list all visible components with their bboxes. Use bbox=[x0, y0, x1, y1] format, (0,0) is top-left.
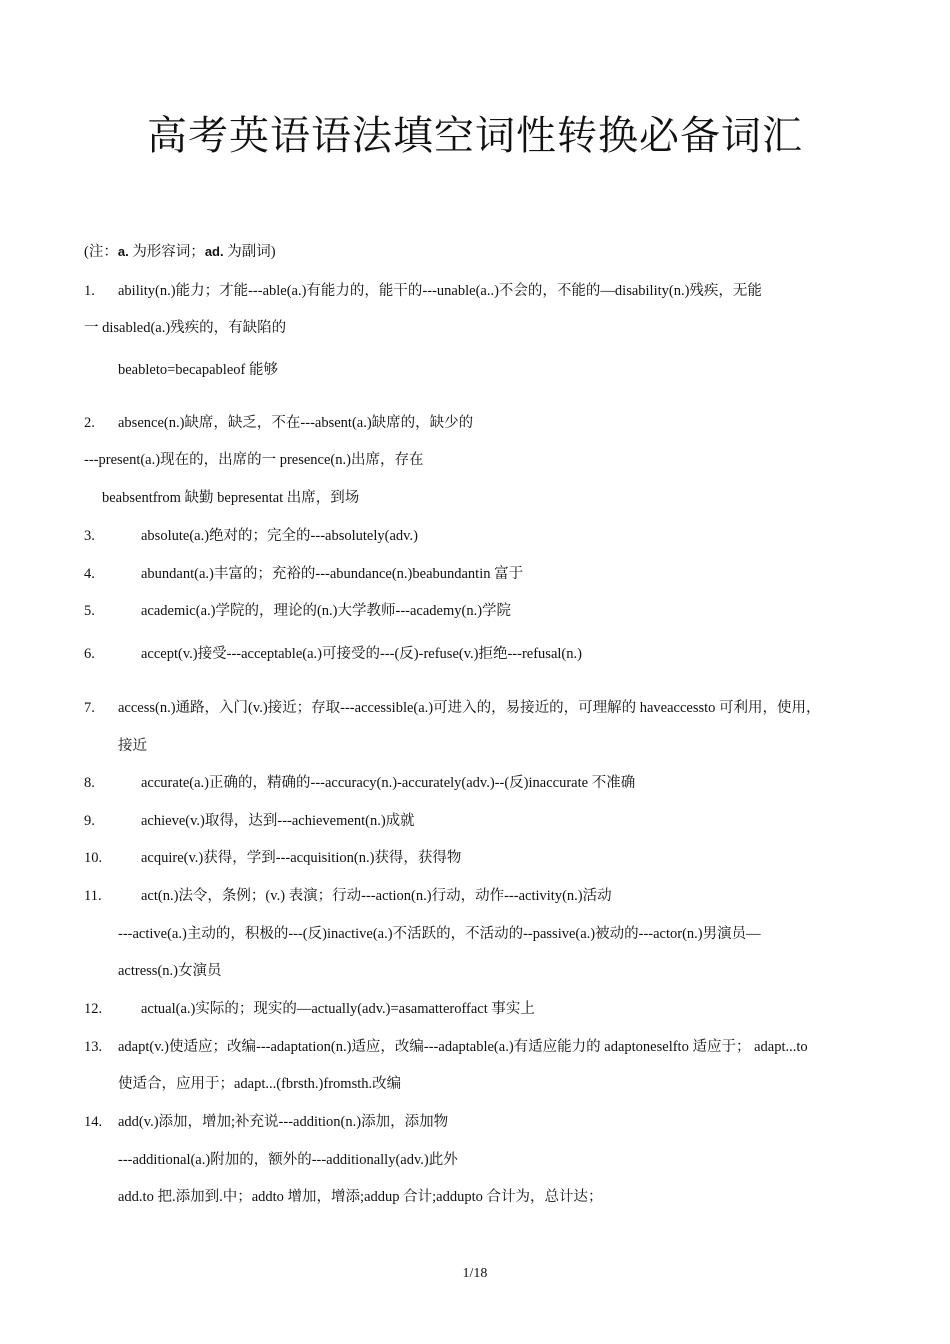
entry-number: 11. bbox=[84, 888, 102, 904]
entry-number: 14. bbox=[84, 1114, 103, 1130]
entry-text: add(v.)添加，增加;补充说---addition(n.)添加，添加物 bbox=[118, 1114, 449, 1130]
entry-text: accept(v.)接受---acceptable(a.)可接受的---(反)-refuse(v.)拒绝---refusal(n.) bbox=[141, 646, 582, 662]
entry-number: 9. bbox=[84, 813, 95, 829]
entry-text: beableto=becapableof 能够 bbox=[118, 362, 278, 378]
entry-text: acquire(v.)获得，学到---acquisition(n.)获得，获得物 bbox=[141, 850, 462, 866]
entry-text: actress(n.)女演员 bbox=[118, 963, 222, 979]
page-number: 1/18 bbox=[462, 1266, 488, 1281]
entry-number: 3. bbox=[84, 528, 95, 544]
note-open: (注： bbox=[84, 244, 118, 260]
entry-text: actual(a.)实际的；现实的—actually(adv.)=asamatteroffact 事实上 bbox=[141, 1001, 535, 1017]
entry-number: 8. bbox=[84, 775, 95, 791]
entry-text: absolute(a.)绝对的；完全的---absolutely(adv.) bbox=[141, 528, 418, 544]
entry-text: beabsentfrom 缺勤 bepresentat 出席，到场 bbox=[102, 490, 360, 506]
entry-text: 接近 bbox=[118, 738, 147, 754]
entry-number: 1. bbox=[84, 283, 95, 299]
entry-text: add.to 把.添加到.中；addto 增加，增添;addup 合计;addupto 合计为，总计达； bbox=[118, 1189, 603, 1205]
note-ad-desc: 为副词) bbox=[223, 244, 276, 260]
entry-text: access(n.)通路，入门(v.)接近；存取---accessible(a.)可进入的，易接近的，可理解的 haveaccessto 可利用，使用， bbox=[118, 700, 821, 716]
entry-text: ---present(a.)现在的，出席的一 presence(n.)出席，存在 bbox=[84, 452, 424, 468]
entry-text: ---active(a.)主动的，积极的---(反)inactive(a.)不活跃的，不活动的--passive(a.)被动的---actor(n.)男演员— bbox=[118, 926, 761, 942]
entry-number: 4. bbox=[84, 566, 95, 582]
entry-number: 10. bbox=[84, 850, 103, 866]
entry-text: ---additional(a.)附加的，额外的---additionally(adv.)此外 bbox=[118, 1152, 458, 1168]
note-a: a. bbox=[117, 244, 129, 259]
entry-text: absence(n.)缺席，缺乏，不在---absent(a.)缺席的，缺少的 bbox=[118, 415, 474, 431]
entry-number: 5. bbox=[84, 603, 95, 619]
entry-number: 6. bbox=[84, 646, 95, 662]
document-title: 高考英语语法填空词性转换必备词汇 bbox=[147, 113, 803, 159]
entry-text: achieve(v.)取得，达到---achievement(n.)成就 bbox=[141, 813, 415, 829]
entry-text: act(n.)法令，条例；(v.) 表演；行动---action(n.)行动，动作---activity(n.)活动 bbox=[141, 888, 612, 904]
note-a-desc: 为形容词； bbox=[128, 244, 205, 260]
note-ad: ad. bbox=[204, 244, 224, 259]
entry-number: 12. bbox=[84, 1001, 103, 1017]
entry-text: accurate(a.)正确的，精确的---accuracy(n.)-accurately(adv.)--(反)inaccurate 不准确 bbox=[141, 775, 636, 791]
entry-text: 一 disabled(a.)残疾的，有缺陷的 bbox=[84, 320, 287, 336]
entry-text: ability(n.)能力；才能---able(a.)有能力的，能干的---unable(a..)不会的，不能的—disability(n.)残疾，无能 bbox=[118, 283, 762, 299]
note-line bbox=[84, 242, 276, 262]
entry-text: 使适合，应用于；adapt...(fbrsth.)fromsth.改编 bbox=[118, 1076, 402, 1092]
entry-text: abundant(a.)丰富的；充裕的---abundance(n.)beabundantin 富于 bbox=[141, 566, 524, 582]
entry-text: adapt(v.)使适应；改编---adaptation(n.)适应，改编---adaptable(a.)有适应能力的 adaptoneselfto 适应于； adapt...to bbox=[118, 1039, 808, 1055]
entry-number: 2. bbox=[84, 415, 95, 431]
entry-number: 7. bbox=[84, 700, 95, 716]
entry-number: 13. bbox=[84, 1039, 103, 1055]
entry-text: academic(a.)学院的，理论的(n.)大学教师---academy(n.)学院 bbox=[141, 603, 512, 619]
